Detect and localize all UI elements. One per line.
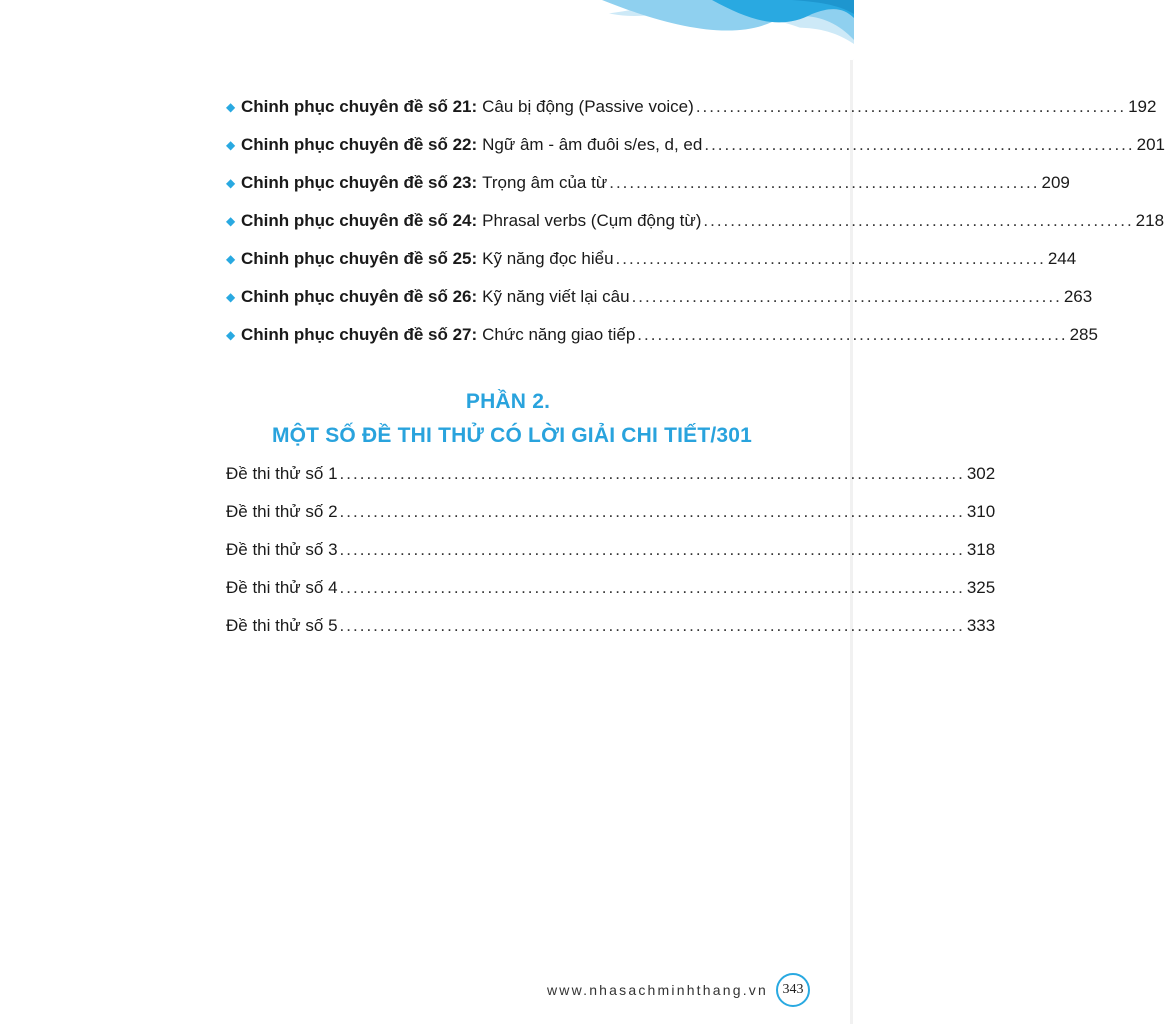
toc-entry-23[interactable] bbox=[226, 164, 1070, 194]
toc-entry-title: Câu bị động (Passive voice) bbox=[482, 97, 694, 116]
leader-dots: ................................................................ bbox=[631, 287, 1062, 306]
toc-entry-title: Ngữ âm - âm đuôi s/es, d, ed bbox=[482, 135, 703, 154]
toc-entry-25[interactable] bbox=[226, 240, 1077, 270]
toc-entry-title: Chức năng giao tiếp bbox=[482, 325, 636, 344]
toc-entry-27[interactable] bbox=[226, 316, 1098, 346]
leader-dots: ................................................................ bbox=[695, 97, 1127, 116]
toc-entry-page: 318 bbox=[966, 540, 996, 559]
toc-entry-26[interactable] bbox=[226, 278, 1093, 308]
toc-mock-test-4[interactable] bbox=[226, 569, 996, 599]
toc-entry-title: Đề thi thử số 4 bbox=[226, 578, 338, 597]
toc-entry-21[interactable] bbox=[226, 88, 1157, 118]
toc-entry-title: Phrasal verbs (Cụm động từ) bbox=[482, 211, 702, 230]
page-number-badge: 343 bbox=[776, 973, 810, 1007]
toc-mock-test-3[interactable] bbox=[226, 531, 996, 561]
leader-dots: ................................................................ bbox=[609, 173, 1040, 192]
toc-entry-page: 263 bbox=[1063, 287, 1093, 306]
toc-entry-page: 201 bbox=[1136, 135, 1165, 154]
toc-mock-test-1[interactable] bbox=[226, 455, 996, 485]
diamond-bullet-icon: ◆ bbox=[226, 138, 236, 152]
toc-mock-test-5[interactable] bbox=[226, 607, 996, 637]
page-footer bbox=[470, 972, 810, 1008]
toc-entry-lead: Chinh phục chuyên đề số 27: bbox=[241, 325, 478, 344]
website-url: www.nhasachminhthang.vn bbox=[546, 982, 768, 998]
diamond-bullet-icon: ◆ bbox=[226, 100, 236, 114]
toc-entry-lead: Chinh phục chuyên đề số 23: bbox=[241, 173, 478, 192]
toc-entry-page: 192 bbox=[1128, 97, 1157, 116]
leader-dots: ................................................................ bbox=[704, 135, 1135, 154]
diamond-bullet-icon: ◆ bbox=[226, 214, 236, 228]
toc-entry-page: 244 bbox=[1047, 249, 1077, 268]
leader-dots: ................................................................ bbox=[615, 249, 1046, 268]
diamond-bullet-icon: ◆ bbox=[226, 328, 236, 342]
diamond-bullet-icon: ◆ bbox=[226, 290, 236, 304]
toc-entry-title: Đề thi thử số 2 bbox=[226, 502, 338, 521]
header-wave-decoration bbox=[172, 0, 854, 78]
toc-entry-page: 325 bbox=[966, 578, 996, 597]
diamond-bullet-icon: ◆ bbox=[226, 176, 236, 190]
toc-entry-lead: Chinh phục chuyên đề số 25: bbox=[241, 249, 478, 268]
toc-entry-title: Kỹ năng viết lại câu bbox=[482, 287, 630, 306]
toc-entry-title: Đề thi thử số 5 bbox=[226, 616, 338, 635]
toc-entry-title: Trọng âm của từ bbox=[482, 173, 608, 192]
toc-entry-title: Đề thi thử số 3 bbox=[226, 540, 338, 559]
leader-dots: ............................................................................................. bbox=[339, 578, 965, 597]
leader-dots: ................................................................ bbox=[637, 325, 1068, 344]
toc-entry-24[interactable] bbox=[226, 202, 1165, 232]
leader-dots: ............................................................................................. bbox=[339, 502, 965, 521]
toc-entry-page: 333 bbox=[966, 616, 996, 635]
toc-entry-lead: Chinh phục chuyên đề số 24: bbox=[241, 211, 478, 230]
toc-mock-test-2[interactable] bbox=[226, 493, 996, 523]
toc-entry-title: Đề thi thử số 1 bbox=[226, 464, 338, 483]
leader-dots: ............................................................................................. bbox=[339, 464, 965, 483]
leader-dots: ................................................................ bbox=[703, 211, 1134, 230]
part-subheading: MỘT SỐ ĐỀ THI THỬ CÓ LỜI GIẢI CHI TIẾT/301 bbox=[271, 424, 753, 447]
toc-entry-lead: Chinh phục chuyên đề số 21: bbox=[241, 97, 478, 116]
toc-entry-title: Kỹ năng đọc hiểu bbox=[482, 249, 614, 268]
toc-entry-page: 285 bbox=[1069, 325, 1098, 344]
leader-dots: ............................................................................................. bbox=[339, 616, 965, 635]
part-heading: PHẦN 2. bbox=[465, 390, 551, 413]
leader-dots: ............................................................................................. bbox=[339, 540, 965, 559]
toc-entry-lead: Chinh phục chuyên đề số 22: bbox=[241, 135, 478, 154]
toc-entry-page: 209 bbox=[1041, 173, 1070, 192]
toc-entry-22[interactable] bbox=[226, 126, 1165, 156]
toc-entry-page: 310 bbox=[966, 502, 996, 521]
toc-entry-page: 302 bbox=[966, 464, 996, 483]
diamond-bullet-icon: ◆ bbox=[226, 252, 236, 266]
toc-entry-lead: Chinh phục chuyên đề số 26: bbox=[241, 287, 478, 306]
toc-entry-page: 218 bbox=[1135, 211, 1165, 230]
